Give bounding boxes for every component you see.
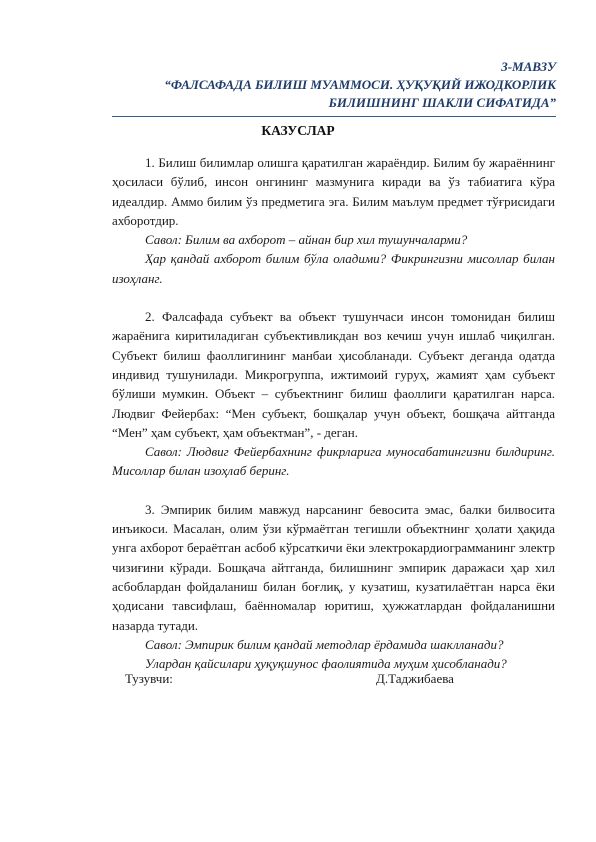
paragraph-gap	[112, 481, 555, 500]
topic-label: 3-МАВЗУ	[501, 59, 556, 74]
case-1-question-1: Савол: Билим ва ахборот – айнан бир хил тушунчаларми?	[145, 232, 468, 248]
section-title: КАЗУСЛАР	[261, 123, 335, 138]
case-3-question-1: Савол: Эмпирик билим қандай методлар ёрдамида шаклланади?	[145, 636, 504, 652]
case-3-question-2: Улардан қайсилари ҳуқуқшунос фаолиятида муҳим ҳисобланади?	[145, 656, 507, 672]
topic-title-line-1: “ФАЛСАФАДА БИЛИШ МУАММОСИ. ҲУҚУҚИЙ ИЖОДКОРЛИК	[164, 77, 556, 92]
header-divider	[112, 116, 556, 117]
case-2-text: 2. Фалсафада субъект ва объект тушунчаси инсон томонидан билиш жараёнига киритиладиган субъективликдан воз кечиш учун ишлаб чиқилган. Субъект билиш фаоллигининг манбаи ҳисобланади. Субъект деганда одатда индивид тушунилади. Микрогруппа, ижтимоий гуруҳ, жамият ҳам субъект бўлиши мумкин. Объект – субъектнинг билиш фаоллиги қаратилган нарса. Людвиг Фейербах: “Мен субъект, бошқалар учун объект, бошқача айтганда “Мен” ҳам субъект, ҳам объектман”, - деган.	[112, 309, 555, 440]
topic-title-line-2: БИЛИШНИНГ ШАКЛИ СИФАТИДА”	[328, 95, 556, 110]
paragraph-gap	[112, 288, 555, 307]
case-3-text: 3. Эмпирик билим мавжуд нарсанинг бевосита эмас, балки билвосита инъикоси. Масалан, олим ўзи кўрмаётган тегишли объектнинг ҳолати ҳақида унга ахборот бераётган асбоб кўрсаткичи ёки электрокардиограмманинг электр чизиғини кўради. Бошқача айтганда, билишнинг эмпирик даражаси ҳар хил асбоблардан фойдаланиш билан боғлиқ, у кузатиш, кузатилаётган нарса ёки ҳодисани тавсифлаш, баённомалар юритиш, ҳужжатлардан фойдаланишни назарда тутади.	[112, 501, 555, 633]
author-name: Д.Таджибаева	[376, 671, 454, 686]
cases-body	[112, 153, 555, 673]
author-label: Тузувчи:	[125, 671, 173, 686]
case-1-question-2: Ҳар қандай ахборот билим бўла оладими? Фикрингизни мисоллар билан изоҳланг.	[112, 251, 555, 286]
case-2-question-1: Савол: Людвиг Фейербахнинг фикрларига муносабатингизни билдиринг. Мисоллар билан изоҳлаб беринг.	[112, 444, 555, 479]
case-1-text: 1. Билиш билимлар олишга қаратилган жараёндир. Билим бу жараённинг ҳосиласи бўлиб, инсон онгининг мазмунига киради ва ўз табиатига кўра идеалдир. Аммо билим ўз предметига эга. Билим маълум предмет тўғрисидаги ахборотдир.	[112, 155, 555, 228]
